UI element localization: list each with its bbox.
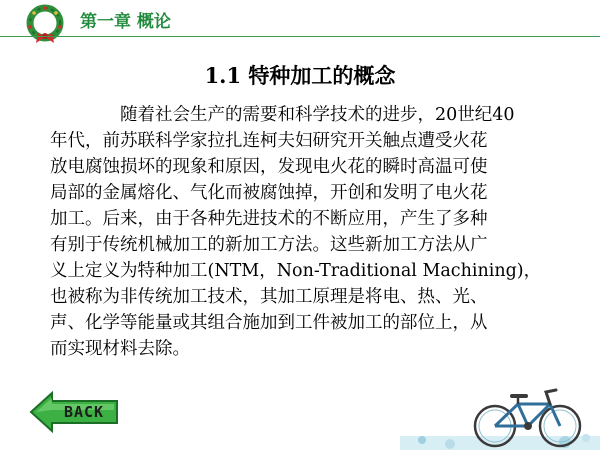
- paragraph-line: 年代，前苏联科学家拉扎连柯夫妇研究开关触点遭受火花: [50, 131, 488, 151]
- paragraph-line: 局部的金属熔化、气化而被腐蚀掉，开创和发明了电火花: [50, 183, 488, 203]
- header-divider: [0, 36, 600, 37]
- paragraph-line: 也被称为非传统加工技术，其加工原理是将电、热、光、: [50, 287, 488, 307]
- paragraph-line: 放电腐蚀损坏的现象和原因，发现电火花的瞬时高温可使: [50, 157, 488, 177]
- back-label: BACK: [63, 403, 105, 421]
- paragraph-line: 有别于传统机械加工的新加工方法。这些新加工方法从广: [50, 235, 488, 255]
- slide-header: [0, 0, 600, 44]
- chapter-title: 第一章 概论: [80, 12, 171, 32]
- bicycle-illustration: [400, 376, 600, 450]
- paragraph-line: 随着社会生产的需要和科学技术的进步，20世纪40: [120, 105, 515, 125]
- body-paragraph: [50, 102, 560, 362]
- paragraph-line: 义上定义为特种加工(NTM，Non-Traditional Machining)，: [50, 261, 542, 281]
- christmas-wreath-icon: [20, 3, 70, 47]
- section-title: 1.1 特种加工的概念: [204, 63, 396, 88]
- paragraph-line: 加工。后来，由于各种先进技术的不断应用，产生了多种: [50, 209, 488, 229]
- paragraph-line: 声、化学等能量或其组合施加到工件被加工的部位上，从: [50, 313, 488, 333]
- back-button[interactable]: [28, 390, 120, 434]
- paragraph-line: 而实现材料去除。: [50, 339, 190, 359]
